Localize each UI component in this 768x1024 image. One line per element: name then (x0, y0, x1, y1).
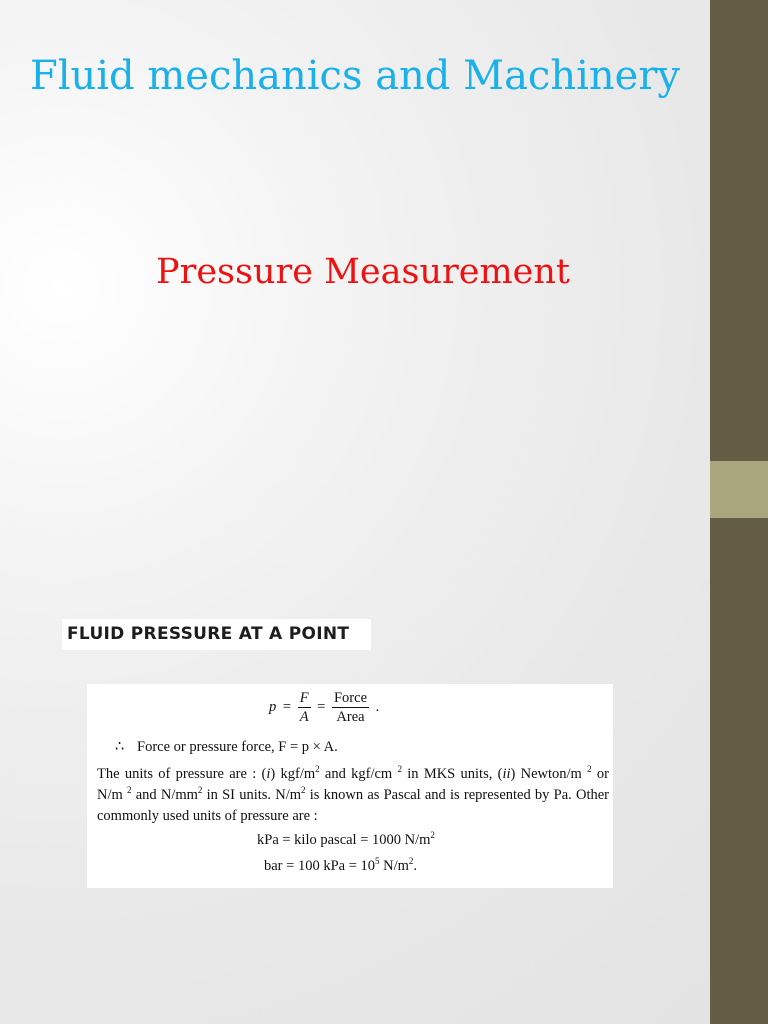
kpa-definition-line (257, 832, 435, 849)
paragraph-text: The units of pressure are : ( (97, 766, 267, 782)
equation-equals: = (317, 699, 326, 715)
superscript: 2 (430, 830, 435, 841)
bar-definition-line (264, 858, 417, 875)
superscript: 2 (197, 785, 203, 796)
force-formula-line: Force or pressure force, F = p × A. (137, 739, 338, 755)
paragraph-text: and N/mm (131, 787, 198, 803)
paragraph-text: in MKS units, ( (401, 766, 503, 782)
fraction-numerator: F (299, 690, 309, 706)
paragraph-text: or N/m (97, 766, 609, 803)
pressure-equation (269, 689, 382, 726)
fraction-force-over-area (332, 689, 369, 726)
section-heading: FLUID PRESSURE AT A POINT (62, 619, 371, 650)
equation-equals: = (282, 699, 292, 715)
superscript: 2 (397, 764, 402, 775)
therefore-symbol: ∴ (115, 739, 125, 755)
side-accent (710, 461, 768, 518)
textbook-excerpt (87, 684, 613, 888)
paragraph-text: ) Newton/m (510, 766, 588, 782)
equation-period: . (375, 699, 380, 715)
superscript: 2 (587, 764, 592, 775)
paragraph-text: i (266, 766, 271, 782)
fraction-f-over-a (298, 689, 311, 726)
bar-text: N/m (379, 858, 409, 874)
paragraph-text: ) kgf/m (270, 766, 316, 782)
paragraph-text: is known as Pascal and is represented by Pa. Other commonly used units of pressure are : (97, 787, 609, 824)
superscript: 2 (408, 856, 414, 867)
superscript: 2 (301, 785, 306, 796)
slide-title: Fluid mechanics and Machinery (29, 53, 681, 99)
superscript: 2 (315, 764, 320, 775)
bar-text: bar = 100 kPa = 10 (264, 858, 375, 874)
slide-subtitle: Pressure Measurement (156, 252, 570, 292)
paragraph-text: and kgf/cm (319, 766, 398, 782)
equation-lhs: p (269, 699, 277, 715)
fraction-denominator: A (299, 709, 309, 725)
paragraph-text: ii (502, 766, 511, 782)
fraction-numerator: Force (333, 690, 367, 706)
bar-text: . (413, 858, 418, 874)
units-paragraph (97, 764, 609, 827)
paragraph-text: in SI units. N/m (202, 787, 302, 803)
superscript: 5 (375, 856, 380, 867)
superscript: 2 (127, 785, 132, 796)
fraction-denominator: Area (336, 709, 365, 725)
kpa-text: kPa = kilo pascal = 1000 N/m (257, 832, 431, 848)
